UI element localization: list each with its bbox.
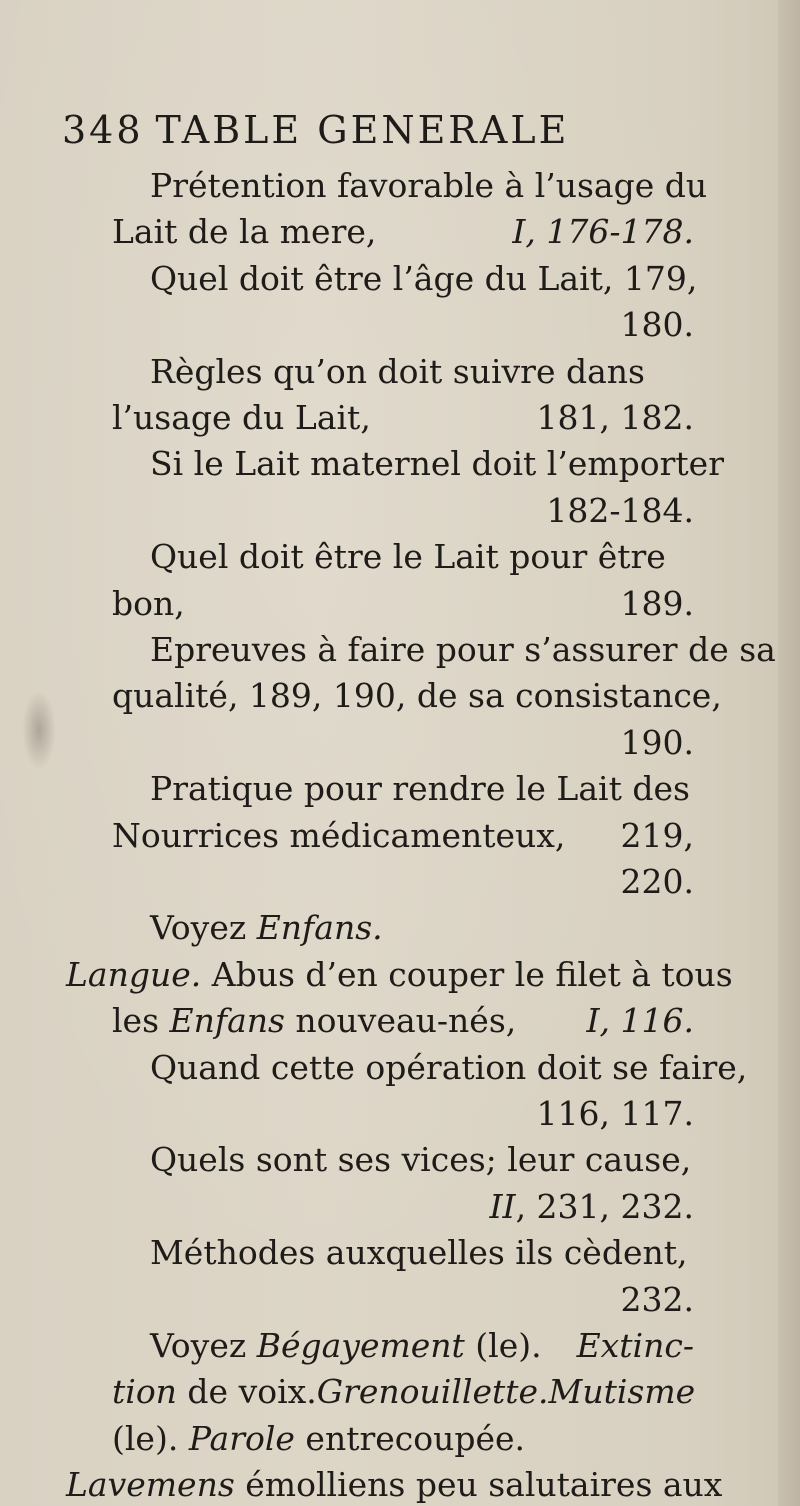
entry-reference: 220. bbox=[620, 862, 694, 901]
entry-reference: 189. bbox=[620, 583, 694, 623]
index-headword: Langue. bbox=[66, 954, 202, 994]
index-line bbox=[150, 160, 707, 212]
index-line bbox=[150, 438, 724, 490]
index-line bbox=[112, 206, 694, 258]
index-line bbox=[150, 624, 776, 676]
cross-reference: Parole bbox=[188, 1418, 295, 1458]
entry-text: (le). bbox=[112, 1418, 189, 1458]
index-line bbox=[150, 902, 383, 954]
entry-reference: 219, bbox=[620, 815, 694, 855]
cross-reference: Grenouillette. bbox=[316, 1372, 549, 1412]
page-edge bbox=[778, 0, 800, 1506]
index-headword: Lavemens bbox=[66, 1465, 235, 1505]
entry-text: émolliens peu salutaires aux bbox=[234, 1465, 723, 1505]
entry-text: Prétention favorable à l’usage du bbox=[150, 166, 708, 205]
entry-reference: I, 176-178. bbox=[512, 212, 694, 252]
cross-reference: Bégayement bbox=[256, 1326, 465, 1365]
entry-text: Quels sont ses vices; leur cause, bbox=[150, 1140, 692, 1180]
index-line bbox=[150, 1320, 694, 1372]
entry-reference: 180. bbox=[620, 305, 694, 345]
entry-text: Quel doit être le Lait pour être bbox=[150, 537, 666, 577]
entry-text: Règles qu’on doit suivre dans bbox=[150, 351, 645, 391]
index-line bbox=[112, 578, 694, 630]
volume-number: II bbox=[489, 1186, 516, 1226]
index-line bbox=[112, 392, 694, 444]
cross-reference: Enfans bbox=[169, 1001, 285, 1041]
index-line bbox=[66, 949, 733, 1001]
entry-text: Si le Lait maternel doit l’emporter bbox=[150, 444, 724, 484]
index-line bbox=[112, 717, 694, 769]
entry-reference: 232. bbox=[620, 1279, 694, 1319]
index-line bbox=[150, 763, 690, 815]
page-number: 348 bbox=[62, 108, 144, 152]
index-line bbox=[112, 1181, 694, 1233]
index-line bbox=[150, 1042, 747, 1094]
index-line bbox=[112, 1274, 694, 1326]
index-line bbox=[150, 346, 694, 398]
entry-text: (le). bbox=[464, 1326, 542, 1365]
entry-text: entrecoupée. bbox=[294, 1418, 526, 1458]
entry-text: les bbox=[112, 1001, 170, 1041]
entry-text: Quel doit être l’âge du Lait, 179, bbox=[150, 258, 698, 298]
cross-reference: Mutisme bbox=[548, 1372, 696, 1412]
entry-reference: 116, 117. bbox=[536, 1094, 694, 1133]
entry-text: Nourrices médicamenteux, bbox=[112, 815, 566, 855]
entry-text: Quand cette opération doit se faire, bbox=[150, 1047, 748, 1087]
entry-text: l’usage du Lait, bbox=[112, 398, 371, 437]
index-line bbox=[112, 1413, 525, 1465]
index-line bbox=[112, 995, 694, 1047]
entry-reference: I, 116. bbox=[586, 1001, 694, 1041]
index-line bbox=[150, 1227, 688, 1279]
entry-text: Voyez bbox=[150, 908, 257, 948]
entry-reference: , 231, 232. bbox=[515, 1186, 694, 1226]
index-line bbox=[112, 299, 694, 351]
running-header bbox=[62, 108, 722, 168]
index-line bbox=[66, 1459, 722, 1506]
cross-reference: tion bbox=[112, 1372, 177, 1412]
entry-reference: 181, 182. bbox=[536, 398, 694, 437]
entry-text: Méthodes auxquelles ils cèdent, bbox=[150, 1233, 688, 1273]
running-title: TABLE GENERALE bbox=[155, 108, 570, 152]
entry-text: Pratique pour rendre le Lait des bbox=[150, 769, 690, 809]
entry-reference: 190. bbox=[620, 722, 694, 762]
index-line bbox=[112, 810, 694, 862]
index-line bbox=[112, 856, 694, 908]
entry-reference: 182-184. bbox=[546, 490, 694, 530]
page-stain bbox=[22, 690, 56, 770]
index-line bbox=[150, 531, 666, 583]
cross-reference: Enfans. bbox=[256, 908, 383, 948]
entry-text: de voix. bbox=[176, 1372, 317, 1412]
entry-text: nouveau-nés, bbox=[284, 1001, 517, 1041]
index-line bbox=[112, 485, 694, 537]
index-line bbox=[150, 253, 697, 305]
entry-text: Epreuves à faire pour s’assurer de sa bbox=[150, 630, 776, 669]
index-line bbox=[112, 670, 722, 722]
entry-text: Abus d’en couper le filet à tous bbox=[201, 954, 733, 994]
entry-text: Voyez bbox=[150, 1326, 257, 1365]
index-line bbox=[112, 1366, 694, 1418]
index-line bbox=[112, 1088, 694, 1140]
index-line bbox=[150, 1134, 691, 1186]
entry-text: Lait de la mere, bbox=[112, 212, 377, 252]
cross-reference: Extinc- bbox=[576, 1326, 694, 1365]
entry-text: qualité, 189, 190, de sa consistance, bbox=[112, 676, 722, 716]
entry-text: bon, bbox=[112, 583, 185, 623]
